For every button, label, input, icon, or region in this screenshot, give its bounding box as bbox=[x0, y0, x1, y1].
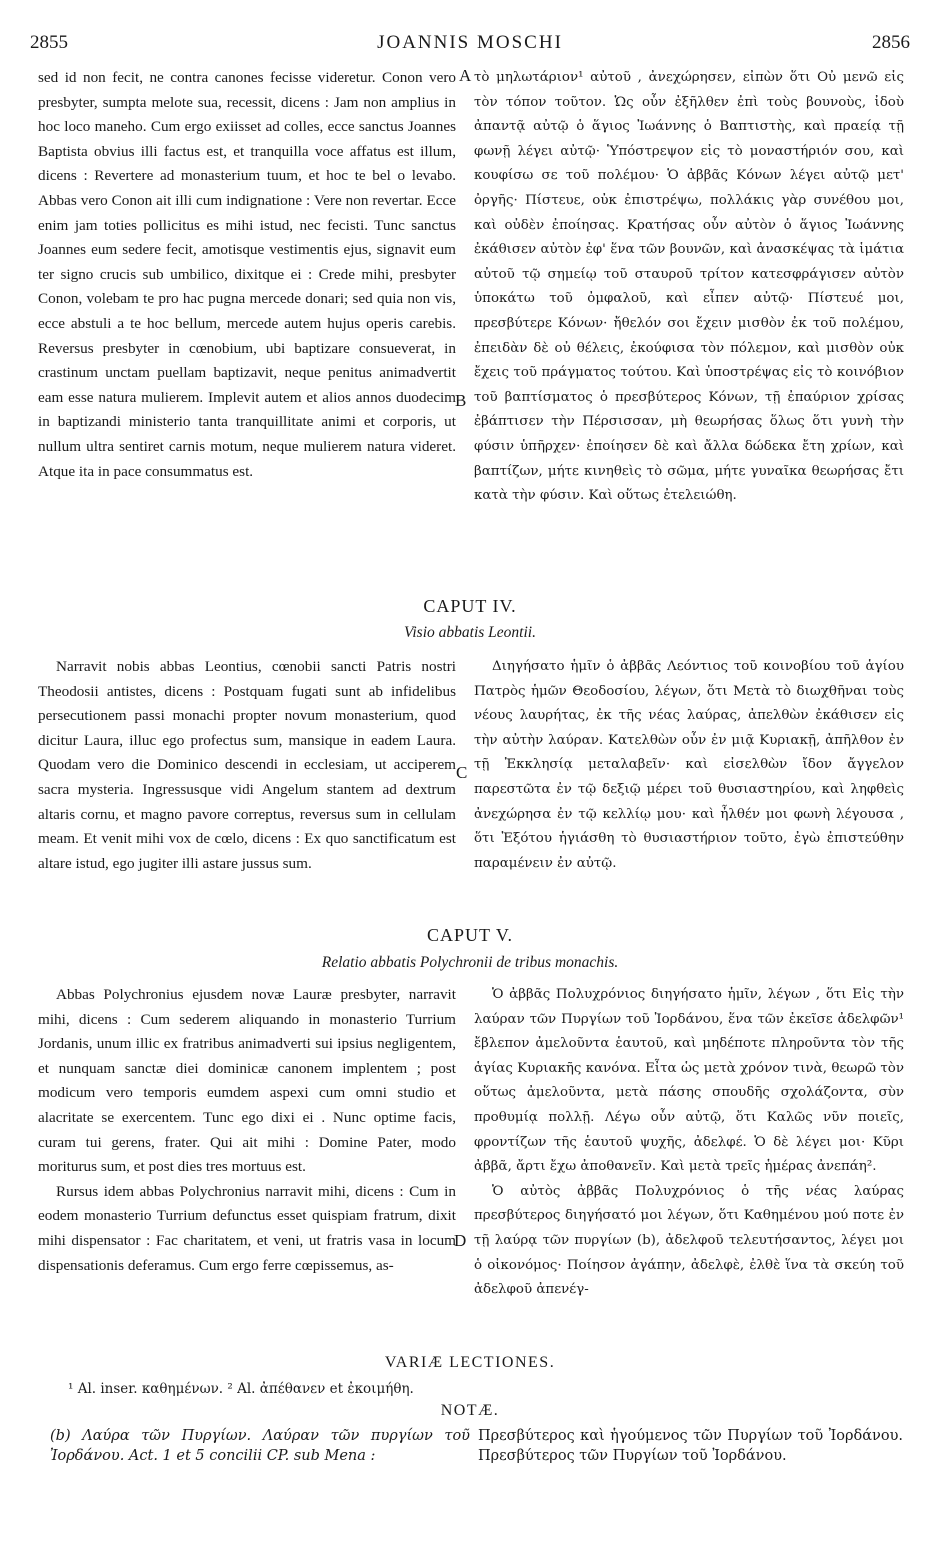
caput-iv-greek-text: Διηγήσατο ἡμῖν ὁ ἀββᾶς Λεόντιος τοῦ κοινοβίου τοῦ ἁγίου Πατρὸς ἡμῶν Θεοδοσίου, λέγων, ὅτι Μετὰ τὸ διωχθῆναι τοὺς νέους λαυρήτας, ἐκ τῆς νέας λαύρας, ἀπελθὼν ἐκάθισεν εἰς τὴν αὐτὴν λαύραν. Κατελθὼν οὖν ἐν μιᾷ Κυριακῇ, ἀπῆλθον ἐν τῇ Ἐκκλησίᾳ μεταλαβεῖν· καὶ εἰσελθὼν ἴδον ἄγγελον παρεστῶτα ἐν τῷ δεξιῷ μέρει τοῦ θυσιαστηρίου, καὶ ληφθεὶς ἀνεχώρησα ἐν τῷ κελλίῳ μου· καὶ ἦλθέν μοι φωνὴ λέγουσα , ὅτι Ἐξότου ἡγιάσθη τὸ θυσιαστήριον τοῦτο, ἐγὼ ἐπιστεύθην παραμένειν ἐν αὐτῷ. bbox=[474, 659, 904, 871]
notae-right-text: Πρεσβύτερος καὶ ἡγούμενος τῶν Πυργίων τοῦ Ἰορδάνου. Πρεσβύτερος τῶν Πυργίων τοῦ Ἰορδάνου. bbox=[478, 1428, 903, 1464]
page-header bbox=[30, 32, 910, 62]
page-number-left: 2855 bbox=[30, 32, 68, 53]
section1-latin-column bbox=[38, 66, 456, 484]
caput-iv-greek-column bbox=[474, 655, 904, 876]
notae-heading: NOTÆ. bbox=[440, 1402, 500, 1419]
notae-left-text: (b) Λαύρα τῶν Πυργίων. Λαύραν τῶν πυργίων τοῦ Ἰορδάνου. Act. 1 et 5 concilii CP. sub Mena : bbox=[50, 1428, 470, 1464]
caput-v-greek-column bbox=[474, 983, 904, 1303]
section1-greek-text: τὸ μηλωτάριον¹ αὐτοῦ , ἀνεχώρησεν, εἰπὼν ὅτι Οὐ μενῶ εἰς τὸν τόπον τοῦτον. Ὡς οὖν ἐξῆλθεν ἐπὶ τοὺς βουνοὺς, ἰδοὺ ἀπαντᾷ αὐτῷ ὁ ἅγιος Ἰωάννης ὁ Βαπτιστὴς, καὶ πραείᾳ τῇ φωνῇ λέγει αὐτῷ· Ὑπόστρεψον εἰς τὸ μοναστήριόν σου, καὶ κουφίσω σε τοῦ πολέμου· Ὁ ἀββᾶς Κόνων λέγει αὐτῷ μετ' ὀργῆς· Πίστευε, οὐκ ἐπιστρέψω, πολλάκις γὰρ συνέθου μοι, καὶ οὐδὲν ἐποίησας. Κρατήσας οὖν αὐτὸν ὁ ἅγιος Ἰωάννης ἐκάθισεν αὐτὸν ἐφ' ἕνα τῶν βουνῶν, καὶ ἀνασκέψας τὰ ἱμάτια αὐτοῦ τῷ σημείῳ τοῦ σταυροῦ τρίτον κατεσφράγισεν αὐτὸν ὑποκάτω τοῦ ὀμφαλοῦ, καὶ εἶπεν αὐτῷ· Πίστευέ μοι, πρεσβύτερε Κόνων· ἤθελόν σοι ἔχειν μισθὸν ἐκ τοῦ πολέμου, ἐπειδὰν δὲ οὐ θέλεις, ἐκούφισα τὸν πόλεμον, καὶ μισθὸν οὐκ ἔχεις τοῦ πράγματος τούτου. Καὶ ὑποστρέψας εἰς τὸ κοινόβιον τοῦ βαπτίσματος ὁ πρεσβύτερος Κόνων, τῇ ἐπαύριον χρίσας ἐβάπτισεν τὴν Πέρσισσαν, μὴ θεωρήσας ὅλως ὅτι γυνὴ τὴν φύσιν ὑπῆρχεν· ἐποίησεν δὲ καὶ ἄλλα δώδεκα ἔτη χρίων, καὶ βαπτίζων, μήτε κινηθεὶς τὸ σῶμα, μήτε γυναῖκα θεωρήσας ἔτι κατὰ τὴν φύσιν. Καὶ οὕτως ἐτελειώθη. bbox=[474, 70, 904, 504]
caput-v-latin-p2: Rursus idem abbas Polychronius narravit mihi, dicens : Cum in eodem monasterio Turrium defunctus esset quispiam fratrum, dixit mihi dispensator : Fac charitatem, et veni, ut fratris vasa in locum dispensationis deferamus. Cum ergo ferre cœpissemus, as- bbox=[38, 1182, 456, 1274]
variae-lectiones-line: ¹ Al. inser. καθημένων. ² Al. ἀπέθανεν et ἐκοιμήθη. bbox=[68, 1381, 414, 1397]
margin-marker-d: D bbox=[454, 1231, 467, 1250]
section1-latin-text: sed id non fecit, ne contra canones fecisse videretur. Conon vero presbyter, sumpta melote sua, recessit, dicens : Jam non amplius in hoc loco maneho. Cum ergo exiisset ad colles, ecce sanctus Joannes Baptista obvius illi factus est, et tranquilla voce affatus est illum, dicens : Revertere ad monasterium tuum, et hoc te bel o levabo. Abbas vero Conon ait illi cum indignatione : Vere non revertar. Ecce enim jam toties pollicitus es mihi istud, nec fecisti. Tunc sanctus Joannes eum sedere fecit, amotisque vestimentis ejus, signavit eum ter signo crucis sub umbilico, dixitque ei : Crede mihi, presbyter Conon, volebam te pro hac pugna mercede donari; sed quia non vis, ecce abstuli a te hoc bellum, mercede autem hujus operis carebis. Reversus presbyter in cœnobium, ubi baptizare consueverat, in crastinum unctam puellam baptizavit, neque penitus animadvertit eam esse natura mulierem. Implevit autem et alios annos duodecim in baptizandi ministerio tanta tranquillitate animi et corporis, ut nullum ultra sentiret carnis motum, neque mulierem natura videret. Atque ita in pace consummatus est. bbox=[38, 69, 456, 480]
caput-iv-latin-text: Narravit nobis abbas Leontius, cœnobii sancti Patris nostri Theodosii antistes, dicens : Postquam fugati sunt ab infidelibus persecutionem passi monachi propter novum monasterium, quod dicitur Laura, illuc ego profectus sum, mansique in eadem Laura. Quodam vero die Dominico descendi in ecclesiam, ut acciperem sacra mysteria. Ingressusque vidi Angelum stantem ad dextrum altaris cornu, et magno pavore correptus, reversus sum in cellulam meam. Et venit mihi vox de cœlo, dicens : Ex quo sanctificatum est altare istud, ego jugiter illi astare jussus sum. bbox=[38, 658, 456, 872]
caput-v-greek-p2: Ὁ αὐτὸς ἀββᾶς Πολυχρόνιος ὁ τῆς νέας λαύρας πρεσβύτερος διηγήσατό μοι λέγων, ὅτι Καθημένου μού ποτε ἐν τῇ λαύρᾳ τῶν πυργίων (b), ἀδελφοῦ τελευτήσαντος, λέγει μοι ὁ οἰκονόμος· Ποίησον ἀγάπην, ἀδελφὲ, ἐλθὲ ἵνα τὰ σκεύη τοῦ ἀδελφοῦ ἀπενέγ- bbox=[474, 1183, 904, 1298]
section1-greek-column bbox=[474, 66, 904, 509]
variae-lectiones-heading: VARIÆ LECTIONES. bbox=[384, 1354, 556, 1371]
caput-iv-subtitle: Visio abbatis Leontii. bbox=[404, 624, 536, 641]
margin-marker-b: B bbox=[455, 391, 467, 410]
caput-v-heading: CAPUT V. bbox=[426, 925, 514, 945]
caput-v-greek-p1: Ὁ ἀββᾶς Πολυχρόνιος διηγήσατο ἡμῖν, λέγων , ὅτι Εἰς τὴν λαύραν τῶν Πυργίων τοῦ Ἰορδάνου, ἕνα τῶν ἐκεῖσε ἀδελφῶν¹ ἔβλεπον ἀμελοῦντα ἑαυτοῦ, καὶ μηδέποτε πληροῦντα τὸν τῆς ἁγίας Κυριακῆς κανόνα. Εἶτα ὡς μετὰ χρόνον τινὰ, θεωρῶ τὸν οὕτως ἀμελοῦντα, μετὰ πάσης σπουδῆς σχολάζοντα, σὺν προθυμίᾳ πολλῇ. Λέγω οὖν αὐτῷ, ὅτι Καλῶς νῦν ποιεῖς, φροντίζων τῆς ἑαυτοῦ ψυχῆς, ἀδελφέ. Ὁ δὲ λέγει μοι· Κῦρι ἀββᾶ, ἄρτι ἔχω ἀποθανεῖν. Καὶ μετὰ τρεῖς ἡμέρας ἀνεπάη². bbox=[474, 987, 904, 1175]
margin-marker-c: C bbox=[456, 763, 468, 782]
margin-marker-a: A bbox=[459, 66, 472, 85]
caput-v-latin-column bbox=[38, 983, 456, 1278]
running-title: JOANNIS MOSCHI bbox=[377, 32, 563, 53]
caput-v-subtitle: Relatio abbatis Polychronii de tribus monachis. bbox=[321, 954, 619, 971]
caput-iv-latin-column bbox=[38, 655, 456, 876]
caput-v-latin-p1: Abbas Polychronius ejusdem novæ Lauræ presbyter, narravit mihi, dicens : Cum sederem aliquando in monasterio Turrium Jordanis, unum illic ex fratribus animadverti sui ipsius negligentem, et nunquam sanctæ diei dominicæ canonem implentem ; post modicum vero temporis eumdem aspexi cum omni studio et alacritate se exercentem. Tunc ego dixi ei . Nunc optime facis, curam tui gerens, frater. Qui ait mihi : Domine Pater, modo moriturus sum, et post dies tres mortuus est. bbox=[38, 986, 456, 1176]
page-number-right: 2856 bbox=[872, 32, 910, 53]
caput-iv-heading: CAPUT IV. bbox=[423, 596, 517, 616]
